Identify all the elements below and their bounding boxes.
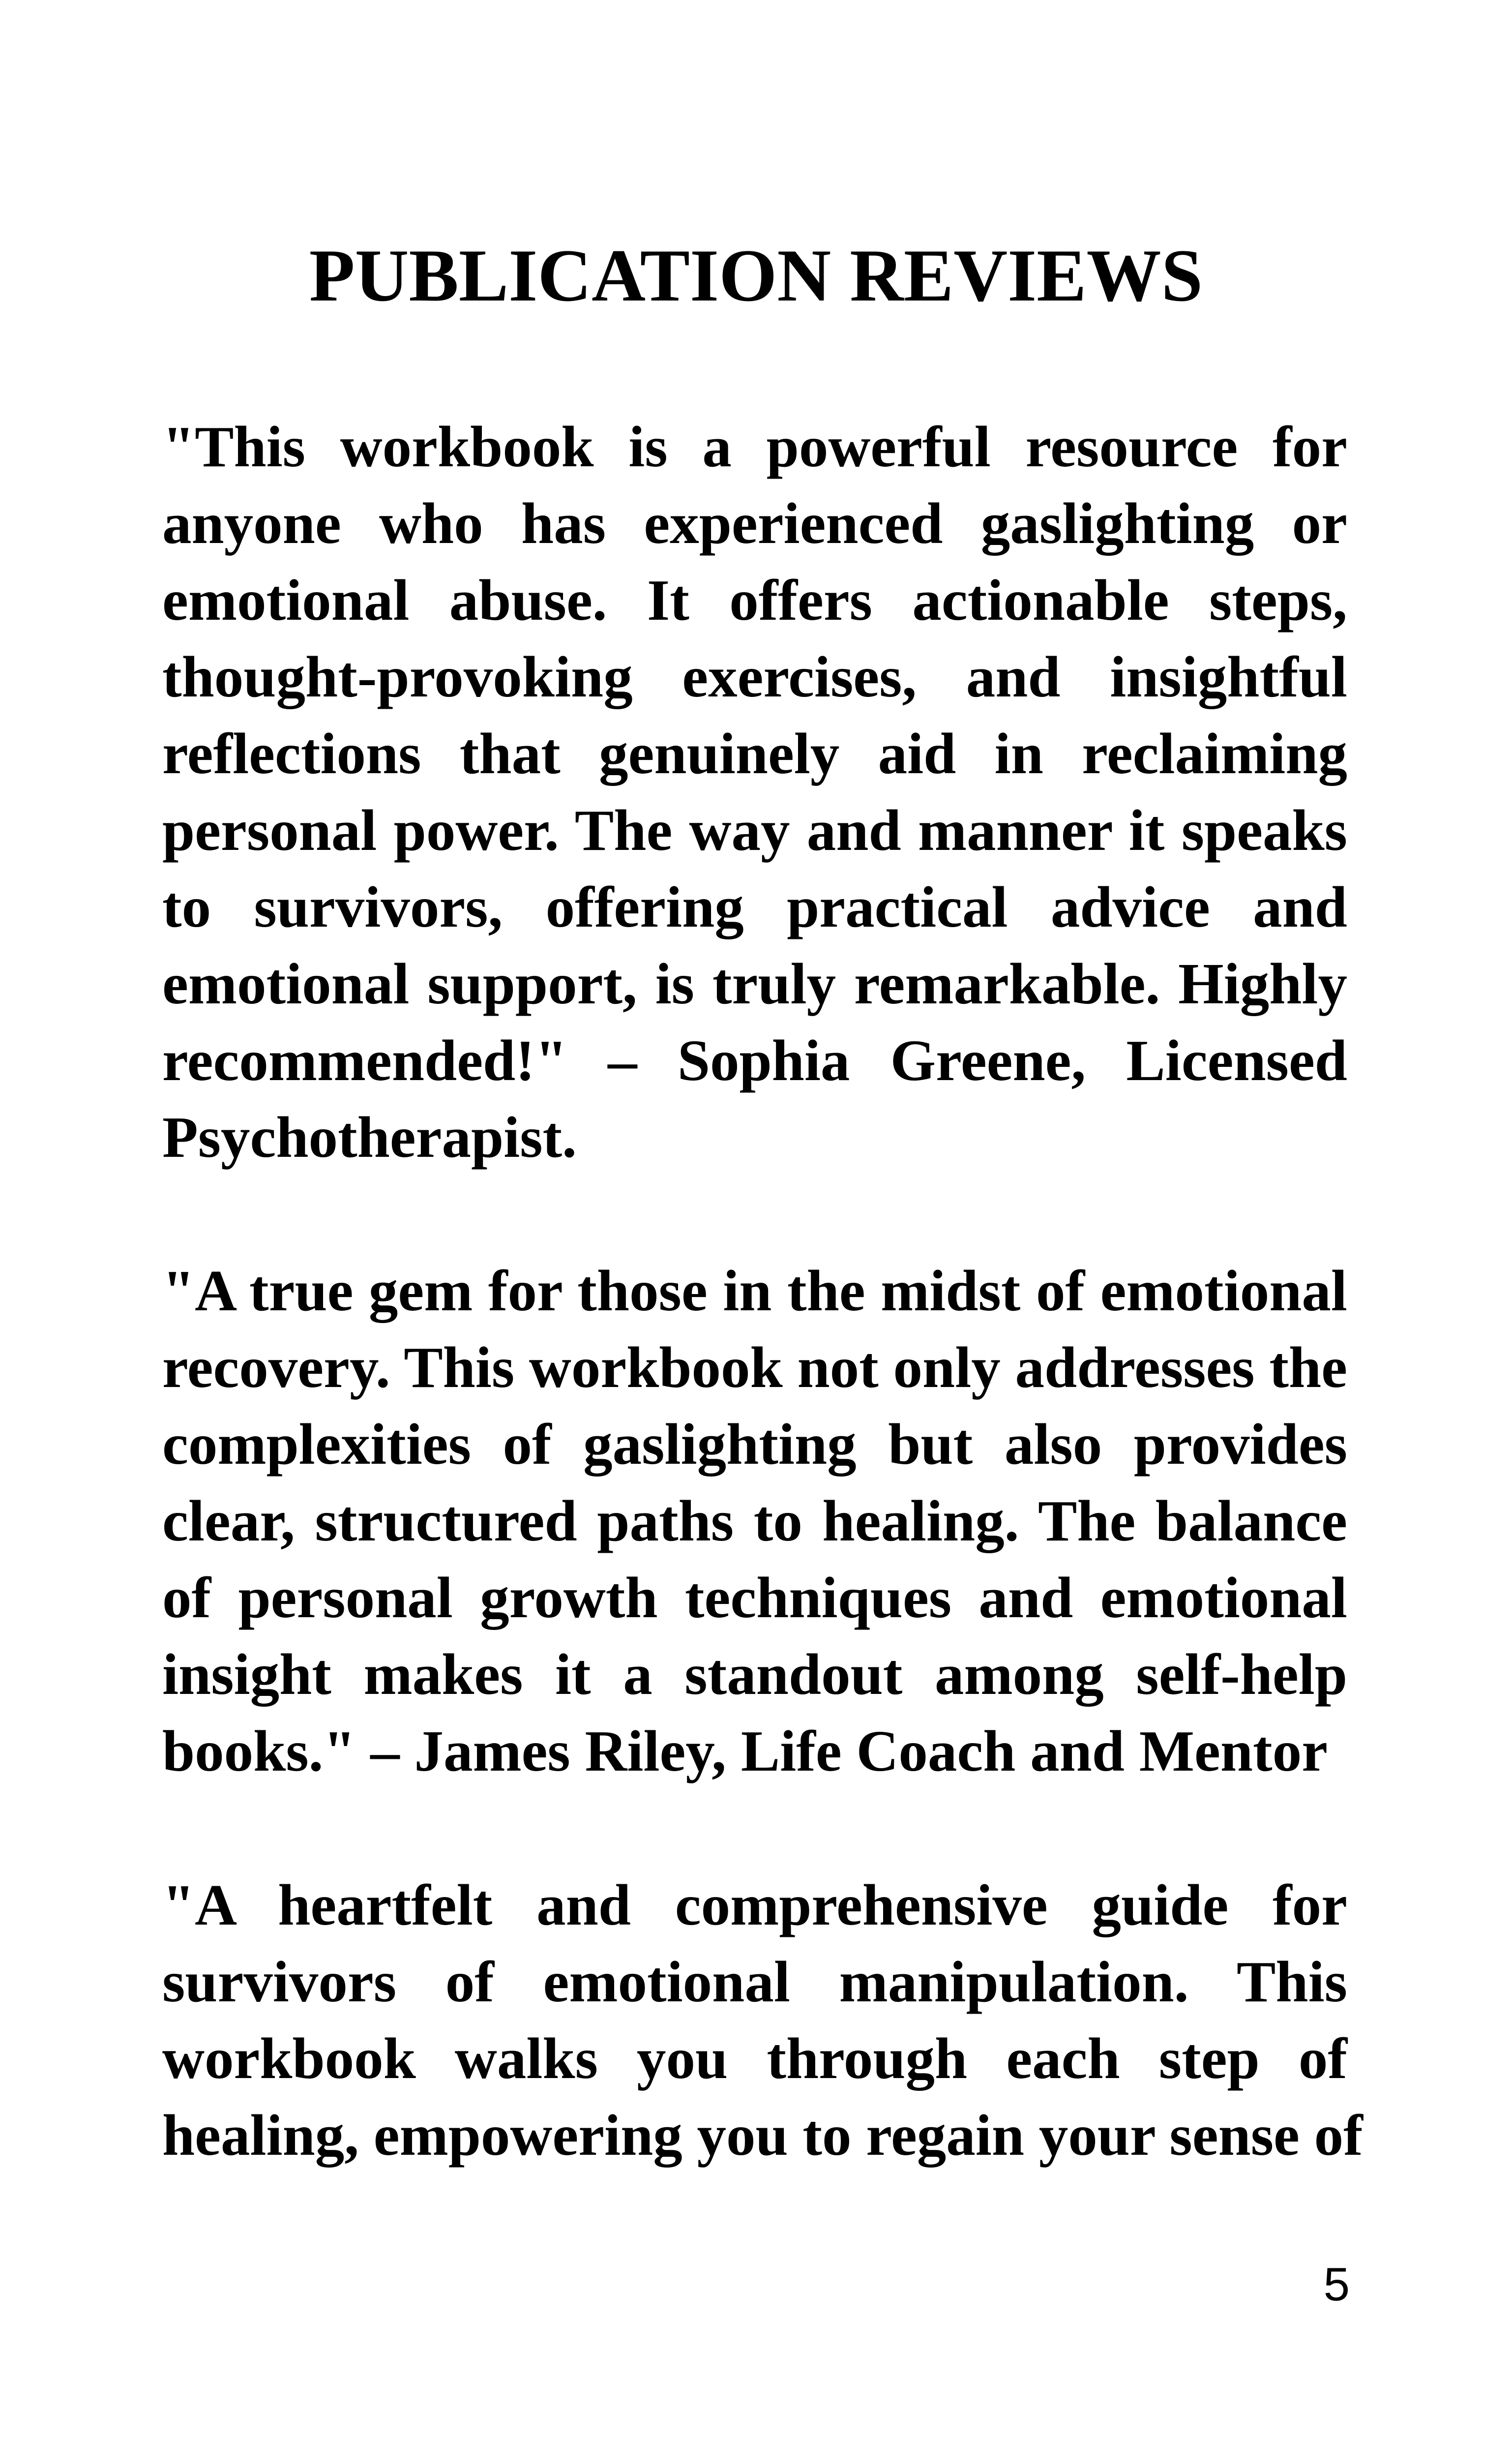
review-line: reflections that genuinely aid in reclaiming bbox=[162, 721, 1347, 786]
review-line: insight makes it a standout among self-help bbox=[162, 1642, 1347, 1707]
review-line: books." – James Riley, Life Coach and Mentor bbox=[162, 1719, 1328, 1783]
review-quote-sophia-greene bbox=[162, 408, 1347, 1176]
review-quote-third bbox=[162, 1867, 1363, 2173]
review-quote-james-riley bbox=[162, 1252, 1347, 1789]
review-line: clear, structured paths to healing. The balance bbox=[162, 1488, 1347, 1553]
page-number: 5 bbox=[1323, 2258, 1350, 2311]
review-line: thought-provoking exercises, and insightful bbox=[162, 644, 1347, 709]
review-line: workbook walks you through each step of bbox=[162, 2026, 1347, 2091]
review-line: emotional abuse. It offers actionable steps, bbox=[162, 568, 1347, 633]
review-line: personal power. The way and manner it speaks bbox=[162, 798, 1347, 863]
review-line: recommended!" – Sophia Greene, Licensed bbox=[162, 1028, 1347, 1093]
review-line: emotional support, is truly remarkable. Highly bbox=[162, 951, 1347, 1016]
review-line: "A heartfelt and comprehensive guide for bbox=[162, 1872, 1347, 1937]
review-line: "A true gem for those in the midst of emotional bbox=[162, 1258, 1347, 1323]
review-line: "This workbook is a powerful resource for bbox=[162, 414, 1347, 479]
review-line: to survivors, offering practical advice and bbox=[162, 875, 1347, 939]
review-line: healing, empowering you to regain your sense of bbox=[162, 2103, 1363, 2168]
review-line: of personal growth techniques and emotional bbox=[162, 1565, 1347, 1630]
review-line: Psychotherapist. bbox=[162, 1105, 577, 1170]
page-title: PUBLICATION REVIEWS bbox=[309, 234, 1203, 317]
review-line: anyone who has experienced gaslighting or bbox=[162, 491, 1347, 556]
review-line: recovery. This workbook not only addresses the bbox=[162, 1335, 1347, 1400]
review-line: complexities of gaslighting but also provides bbox=[162, 1412, 1347, 1477]
review-line: survivors of emotional manipulation. This bbox=[162, 1949, 1347, 2014]
